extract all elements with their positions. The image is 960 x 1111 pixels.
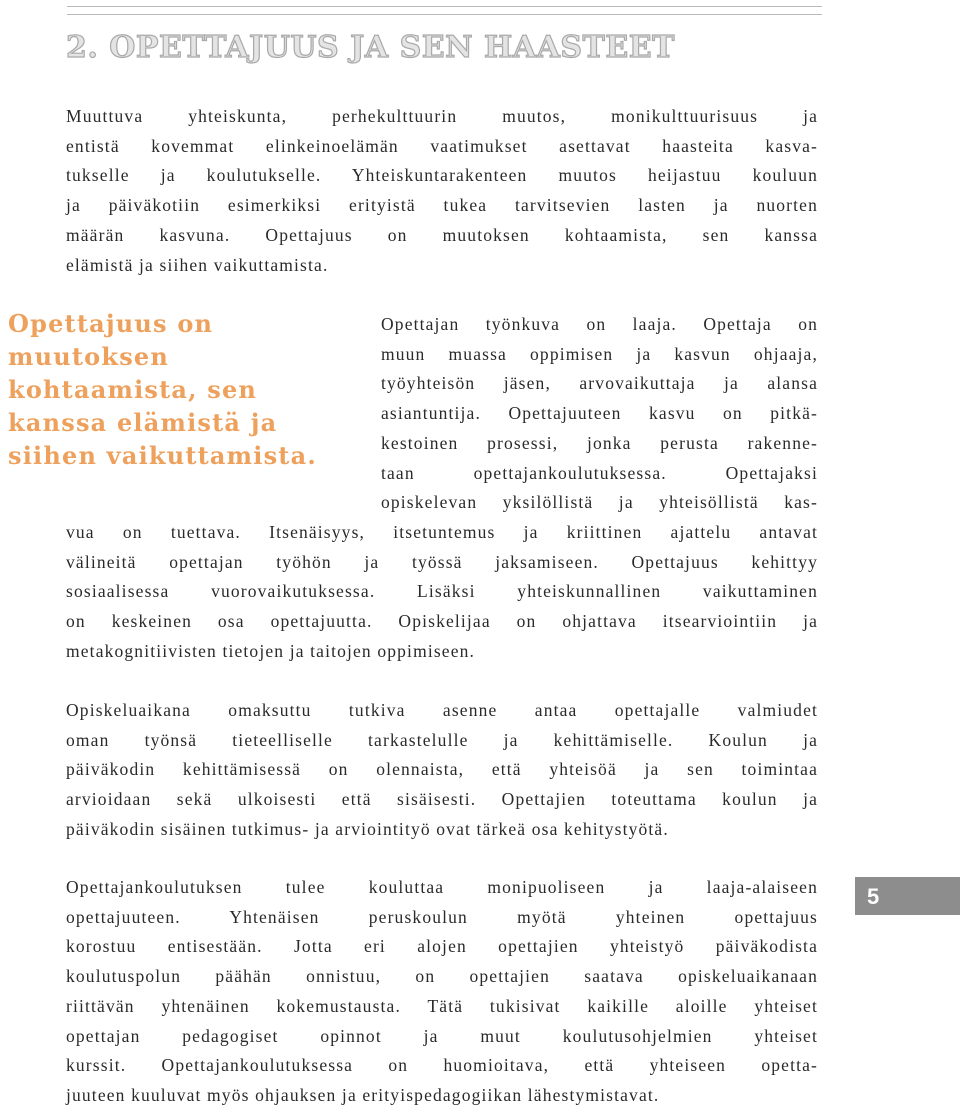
text-line: koulutuspolun päähän onnistuu, on opettajien saatava opiskeluaikanaan (66, 966, 818, 987)
pull-quote-line: kanssa elämistä ja (8, 408, 278, 437)
text-line: taan opettajankoulutuksessa. Opettajaksi (381, 462, 818, 483)
text-line: välineitä opettajan työhön ja työssä jaksamiseen. Opettajuus kehittyy (66, 551, 818, 572)
text-line: Opiskeluaikana omaksuttu tutkiva asenne antaa opettajalle valmiudet (66, 700, 818, 720)
text-line: kurssit. Opettajankoulutuksessa on huomioitava, että yhteiseen opetta- (66, 1055, 818, 1076)
text-line: Opettajan työnkuva on laaja. Opettaja on (381, 314, 818, 334)
text-line: kestoinen prosessi, jonka perusta rakenne- (381, 432, 818, 453)
header-rule-bottom (67, 14, 822, 15)
text-line: opettajuuteen. Yhtenäisen peruskoulun myötä yhteinen opettajuus (66, 906, 818, 927)
text-line: metakognitiivisten tietojen ja taitojen oppimiseen. (66, 640, 476, 661)
text-line: juuteen kuuluvat myös ohjauksen ja erityispedagogiikan lähestymistavat. (66, 1084, 660, 1105)
text-line: sosiaalisessa vuorovaikutuksessa. Lisäksi yhteiskunnallinen vaikuttaminen (66, 581, 818, 602)
paragraph-2-column (381, 310, 818, 518)
pull-quote-line: Opettajuus on (8, 309, 214, 338)
pull-quote-line: siihen vaikuttamista. (8, 441, 317, 470)
text-line: vua on tuettava. Itsenäisyys, itsetuntemus ja kriittinen ajattelu antavat (66, 522, 818, 542)
text-line: elämistä ja siihen vaikuttamista. (66, 254, 329, 275)
paragraph-3 (66, 696, 818, 845)
text-line: oman työnsä tieteelliselle tarkastelulle ja kehittämiselle. Koulun ja (66, 729, 818, 750)
text-line: korostuu entisestään. Jotta eri alojen opettajien yhteistyö päiväkodista (66, 936, 818, 957)
paragraph-4 (66, 873, 818, 1111)
paragraph-1 (66, 102, 818, 280)
text-line: entistä kovemmat elinkeinoelämän vaatimukset asettavat haasteita kasva- (66, 135, 818, 156)
text-line: päiväkodin kehittämisessä on olennaista, että yhteisöä ja sen toimintaa (66, 759, 818, 780)
text-line: päiväkodin sisäinen tutkimus- ja arviointityö ovat tärkeä osa kehitystyötä. (66, 818, 669, 839)
pull-quote-line: kohtaamista, sen (8, 375, 258, 404)
text-line: Opettajankoulutuksen tulee kouluttaa monipuoliseen ja laaja-alaiseen (66, 877, 818, 897)
header-rule-top (67, 6, 822, 7)
text-line: muun muassa oppimisen ja kasvun ohjaaja, (381, 343, 818, 364)
pull-quote (8, 307, 317, 472)
text-line: riittävän yhtenäinen kokemustausta. Tätä tukisivat kaikille aloille yhteiset (66, 995, 818, 1016)
text-line: opettajan pedagogiset opinnot ja muut koulutusohjelmien yhteiset (66, 1025, 818, 1046)
text-line: Muuttuva yhteiskunta, perhekulttuurin muutos, monikulttuurisuus ja (66, 106, 818, 126)
text-line: työyhteisön jäsen, arvovaikuttaja ja alansa (381, 373, 818, 394)
text-line: on keskeinen osa opettajuutta. Opiskelijaa on ohjattava itsearviointiin ja (66, 611, 818, 632)
paragraph-2-continued (66, 518, 818, 667)
section-heading: 2. OPETTAJUUS JA SEN HAASTEET (66, 30, 675, 65)
text-line: määrän kasvuna. Opettajuus on muutoksen kohtaamista, sen kanssa (66, 224, 818, 245)
text-line: asiantuntija. Opettajuuteen kasvu on pitkä- (381, 403, 818, 424)
text-line: ja päiväkotiin esimerkiksi erityistä tukea tarvitsevien lasten ja nuorten (66, 195, 818, 216)
text-line: tukselle ja koulutukselle. Yhteiskuntarakenteen muutos heijastuu kouluun (66, 165, 818, 186)
pull-quote-line: muutoksen (8, 342, 170, 371)
text-line: arvioidaan sekä ulkoisesti että sisäisesti. Opettajien toteuttama koulun ja (66, 789, 818, 810)
page-number-tab: 5 (855, 877, 960, 915)
text-line: opiskelevan yksilöllistä ja yhteisöllistä kas- (381, 492, 818, 513)
